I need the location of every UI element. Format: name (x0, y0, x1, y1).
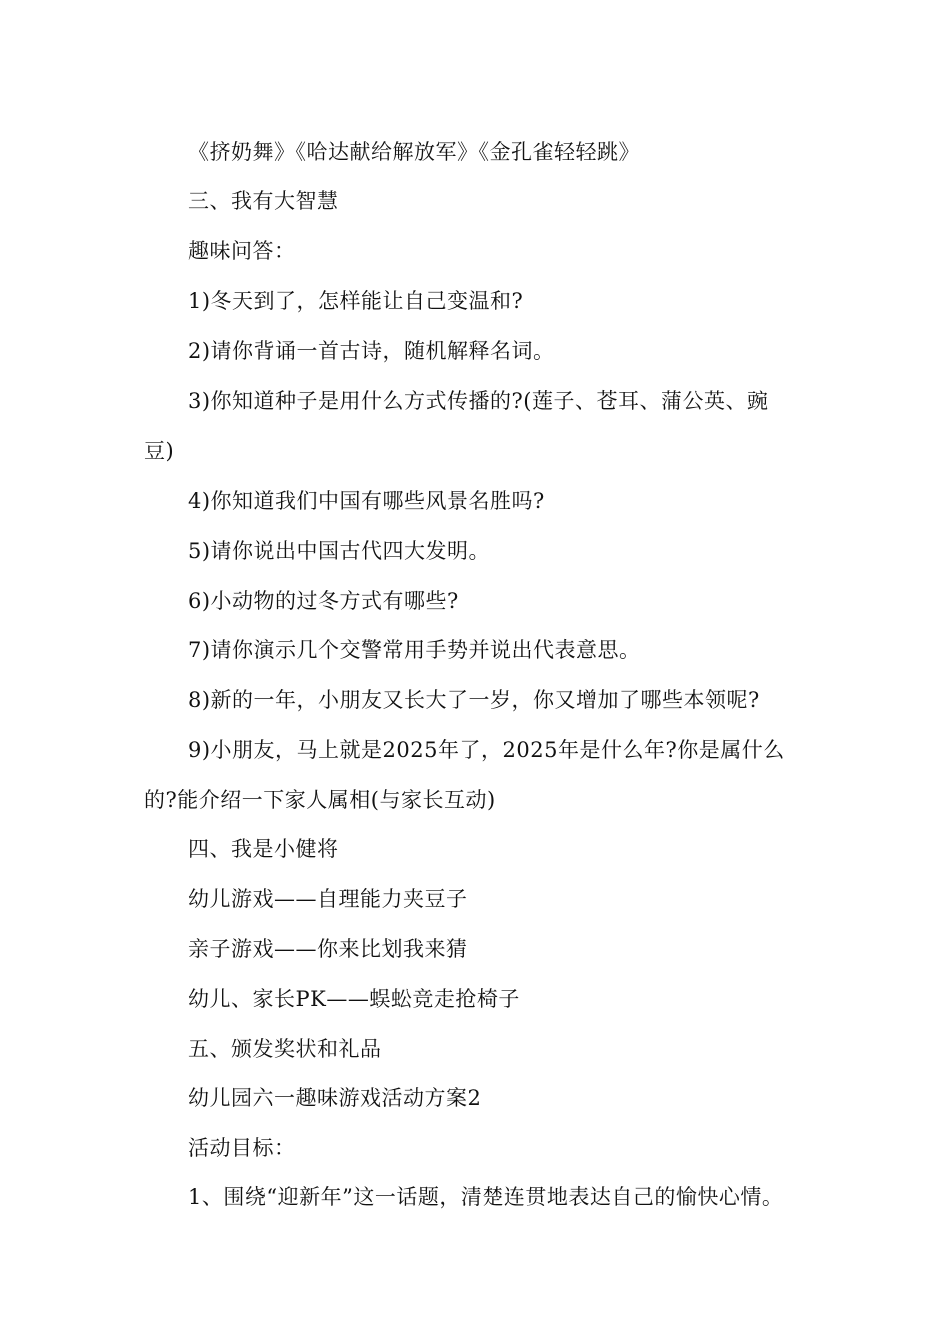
quiz-item-9: 9)小朋友，马上就是2025年了，2025年是什么年?你是属什么 (188, 738, 785, 762)
quiz-item-6: 6)小动物的过冬方式有哪些? (188, 589, 459, 613)
game-item-3: 幼儿、家长PK——蜈蚣竞走抢椅子 (188, 987, 520, 1011)
quiz-item-3: 3)你知道种子是用什么方式传播的?(莲子、苍耳、蒲公英、豌 (188, 389, 769, 413)
quiz-item-8: 8)新的一年，小朋友又长大了一岁，你又增加了哪些本领呢? (188, 688, 760, 712)
quiz-item-3-continued: 豆) (144, 439, 175, 463)
activity-goals-heading: 活动目标： (188, 1136, 296, 1160)
quiz-item-1: 1)冬天到了，怎样能让自己变温和? (188, 289, 524, 313)
quiz-item-9-continued: 的?能介绍一下家人属相(与家长互动) (144, 788, 496, 812)
goal-item-1: 1、围绕“迎新年”这一话题，清楚连贯地表达自己的愉快心情。 (188, 1185, 784, 1209)
quiz-title: 趣味问答： (188, 239, 296, 263)
game-item-2: 亲子游戏——你来比划我来猜 (188, 937, 468, 961)
section-heading-3: 三、我有大智慧 (188, 189, 339, 213)
game-item-1: 幼儿游戏——自理能力夹豆子 (188, 887, 468, 911)
quiz-item-4: 4)你知道我们中国有哪些风景名胜吗? (188, 489, 545, 513)
plan-title-2: 幼儿园六一趣味游戏活动方案2 (188, 1086, 482, 1110)
section-heading-5: 五、颁发奖状和礼品 (188, 1037, 382, 1061)
section-heading-4: 四、我是小健将 (188, 837, 339, 861)
quiz-item-2: 2)请你背诵一首古诗，随机解释名词。 (188, 339, 555, 363)
quiz-item-7: 7)请你演示几个交警常用手势并说出代表意思。 (188, 638, 641, 662)
song-list-line: 《挤奶舞》《哈达献给解放军》《金孔雀轻轻跳》 (188, 140, 640, 164)
quiz-item-5: 5)请你说出中国古代四大发明。 (188, 539, 491, 563)
